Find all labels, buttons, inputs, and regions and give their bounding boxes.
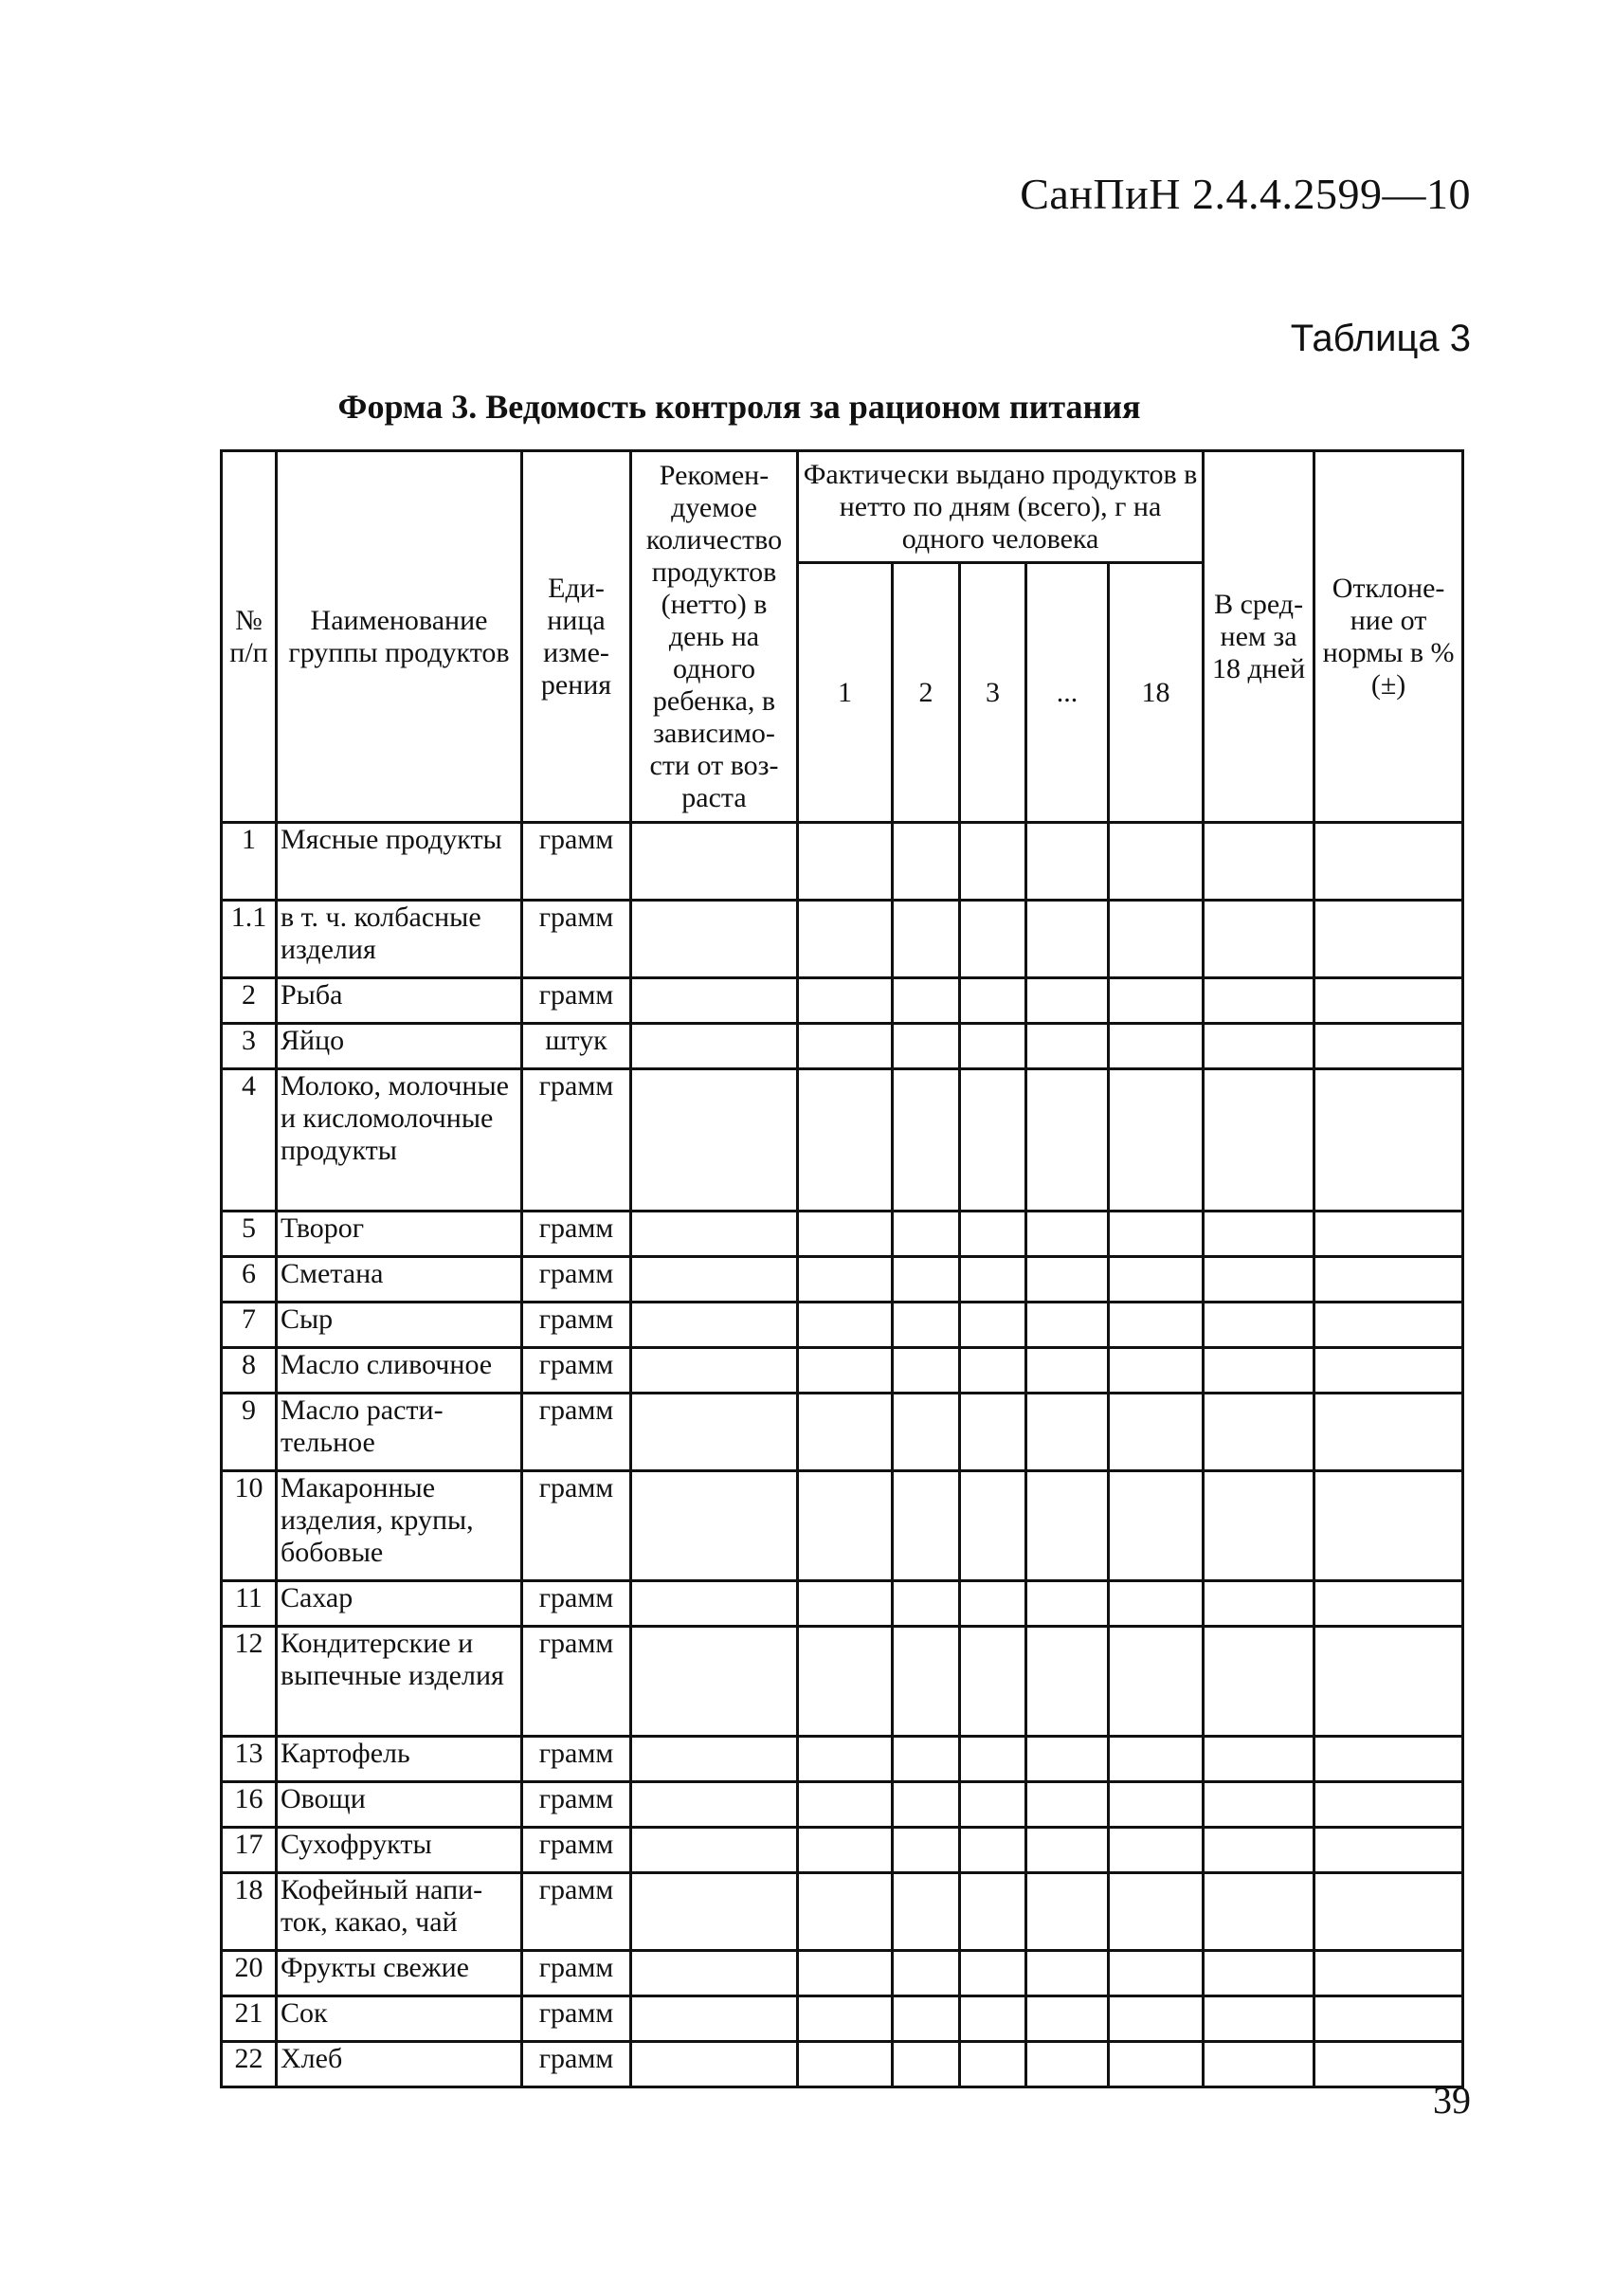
average-cell: [1204, 978, 1314, 1024]
row-number: 12: [222, 1627, 277, 1737]
average-cell: [1204, 1737, 1314, 1782]
deviation-cell: [1314, 823, 1463, 901]
table-row: [222, 1024, 1463, 1069]
table-row: [222, 1303, 1463, 1348]
day-1-cell: [798, 1951, 893, 1996]
recommended-cell: [631, 2042, 798, 2087]
average-cell: [1204, 1873, 1314, 1951]
document-code: СанПиН 2.4.4.2599—10: [1020, 170, 1471, 218]
unit-of-measure: грамм: [522, 1257, 631, 1303]
day-2-cell: [893, 1303, 960, 1348]
day-18-cell: [1109, 1348, 1204, 1394]
product-group-name: Масло сливочное: [277, 1348, 522, 1394]
day-1-cell: [798, 823, 893, 901]
deviation-cell: [1314, 1257, 1463, 1303]
unit-of-measure: грамм: [522, 1828, 631, 1873]
day-18-cell: [1109, 1471, 1204, 1581]
day-3-cell: [960, 1737, 1026, 1782]
recommended-cell: [631, 1257, 798, 1303]
deviation-cell: [1314, 1303, 1463, 1348]
day-ellipsis-cell: [1026, 1212, 1109, 1257]
day-2-cell: [893, 1024, 960, 1069]
day-3-cell: [960, 1951, 1026, 1996]
day-3-cell: [960, 1627, 1026, 1737]
day-2-cell: [893, 823, 960, 901]
day-1-cell: [798, 1996, 893, 2042]
day-2-cell: [893, 1471, 960, 1581]
row-number: 20: [222, 1951, 277, 1996]
day-3-cell: [960, 1394, 1026, 1471]
table-row: [222, 823, 1463, 901]
product-group-name: Картофель: [277, 1737, 522, 1782]
column-header-deviation: Отклоне-ние от нормы в % (±): [1314, 451, 1463, 823]
day-1-cell: [798, 1782, 893, 1828]
day-18-cell: [1109, 2042, 1204, 2087]
day-ellipsis-cell: [1026, 1951, 1109, 1996]
day-2-cell: [893, 1581, 960, 1627]
deviation-cell: [1314, 1212, 1463, 1257]
day-18-cell: [1109, 978, 1204, 1024]
deviation-cell: [1314, 1024, 1463, 1069]
column-header-recommended: Рекомен-дуемое количество продуктов (нетто) в день на одного ребенка, в зависимо-сти от воз-раста: [631, 451, 798, 823]
day-1-cell: [798, 1394, 893, 1471]
average-cell: [1204, 1951, 1314, 1996]
column-header-day-3: 3: [960, 563, 1026, 823]
table-row: [222, 1873, 1463, 1951]
day-ellipsis-cell: [1026, 1581, 1109, 1627]
table-row: [222, 1951, 1463, 1996]
row-number: 4: [222, 1069, 277, 1212]
average-cell: [1204, 1996, 1314, 2042]
day-1-cell: [798, 1257, 893, 1303]
unit-of-measure: грамм: [522, 1782, 631, 1828]
day-3-cell: [960, 1069, 1026, 1212]
recommended-cell: [631, 1873, 798, 1951]
table-row: [222, 1996, 1463, 2042]
day-ellipsis-cell: [1026, 1873, 1109, 1951]
product-group-name: Кондитерские и выпечные изделия: [277, 1627, 522, 1737]
unit-of-measure: грамм: [522, 1394, 631, 1471]
table-row: [222, 1627, 1463, 1737]
product-group-name: Сахар: [277, 1581, 522, 1627]
unit-of-measure: грамм: [522, 901, 631, 978]
product-group-name: Сок: [277, 1996, 522, 2042]
column-header-average: В сред-нем за 18 дней: [1204, 451, 1314, 823]
recommended-cell: [631, 1828, 798, 1873]
table-row: [222, 1069, 1463, 1212]
table-row: [222, 1348, 1463, 1394]
row-number: 21: [222, 1996, 277, 2042]
day-1-cell: [798, 1828, 893, 1873]
average-cell: [1204, 1782, 1314, 1828]
table-row: [222, 1581, 1463, 1627]
table-row: [222, 1828, 1463, 1873]
day-18-cell: [1109, 1951, 1204, 1996]
product-group-name: Хлеб: [277, 2042, 522, 2087]
day-2-cell: [893, 1348, 960, 1394]
day-3-cell: [960, 1257, 1026, 1303]
day-1-cell: [798, 1737, 893, 1782]
day-2-cell: [893, 1996, 960, 2042]
product-group-name: Сухофрукты: [277, 1828, 522, 1873]
product-group-name: Рыба: [277, 978, 522, 1024]
product-group-name: Молоко, молочные и кисломолочные продукты: [277, 1069, 522, 1212]
average-cell: [1204, 2042, 1314, 2087]
average-cell: [1204, 1069, 1314, 1212]
unit-of-measure: грамм: [522, 1996, 631, 2042]
row-number: 5: [222, 1212, 277, 1257]
table-row: [222, 2042, 1463, 2087]
unit-of-measure: грамм: [522, 978, 631, 1024]
day-ellipsis-cell: [1026, 1394, 1109, 1471]
product-group-name: Сыр: [277, 1303, 522, 1348]
row-number: 10: [222, 1471, 277, 1581]
unit-of-measure: грамм: [522, 1303, 631, 1348]
day-3-cell: [960, 1782, 1026, 1828]
average-cell: [1204, 901, 1314, 978]
unit-of-measure: грамм: [522, 823, 631, 901]
row-number: 17: [222, 1828, 277, 1873]
recommended-cell: [631, 1737, 798, 1782]
recommended-cell: [631, 1471, 798, 1581]
product-group-name: Яйцо: [277, 1024, 522, 1069]
recommended-cell: [631, 1024, 798, 1069]
day-18-cell: [1109, 1303, 1204, 1348]
day-1-cell: [798, 901, 893, 978]
unit-of-measure: грамм: [522, 1873, 631, 1951]
day-2-cell: [893, 1627, 960, 1737]
deviation-cell: [1314, 901, 1463, 978]
day-1-cell: [798, 978, 893, 1024]
day-2-cell: [893, 1873, 960, 1951]
day-1-cell: [798, 1069, 893, 1212]
product-group-name: Фрукты свежие: [277, 1951, 522, 1996]
table-row: [222, 1782, 1463, 1828]
unit-of-measure: грамм: [522, 1737, 631, 1782]
day-ellipsis-cell: [1026, 1348, 1109, 1394]
average-cell: [1204, 823, 1314, 901]
row-number: 11: [222, 1581, 277, 1627]
deviation-cell: [1314, 1581, 1463, 1627]
unit-of-measure: штук: [522, 1024, 631, 1069]
page-number: 39: [1433, 2079, 1471, 2122]
day-18-cell: [1109, 1737, 1204, 1782]
average-cell: [1204, 1024, 1314, 1069]
recommended-cell: [631, 1996, 798, 2042]
day-3-cell: [960, 1996, 1026, 2042]
column-header-day-2: 2: [893, 563, 960, 823]
column-header-unit: Еди-ница изме-рения: [522, 451, 631, 823]
recommended-cell: [631, 1782, 798, 1828]
day-ellipsis-cell: [1026, 1627, 1109, 1737]
deviation-cell: [1314, 1737, 1463, 1782]
day-ellipsis-cell: [1026, 901, 1109, 978]
recommended-cell: [631, 1348, 798, 1394]
day-3-cell: [960, 1873, 1026, 1951]
unit-of-measure: грамм: [522, 1471, 631, 1581]
day-ellipsis-cell: [1026, 1257, 1109, 1303]
day-3-cell: [960, 823, 1026, 901]
deviation-cell: [1314, 1627, 1463, 1737]
unit-of-measure: грамм: [522, 1581, 631, 1627]
day-ellipsis-cell: [1026, 1782, 1109, 1828]
day-ellipsis-cell: [1026, 2042, 1109, 2087]
unit-of-measure: грамм: [522, 1627, 631, 1737]
day-1-cell: [798, 1581, 893, 1627]
day-1-cell: [798, 1024, 893, 1069]
recommended-cell: [631, 1212, 798, 1257]
day-2-cell: [893, 1737, 960, 1782]
row-number: 8: [222, 1348, 277, 1394]
column-header-day-ellipsis: ...: [1026, 563, 1109, 823]
product-group-name: Масло расти-тельное: [277, 1394, 522, 1471]
day-18-cell: [1109, 1782, 1204, 1828]
column-header-day-1: 1: [798, 563, 893, 823]
day-ellipsis-cell: [1026, 1996, 1109, 2042]
day-2-cell: [893, 901, 960, 978]
day-3-cell: [960, 978, 1026, 1024]
day-18-cell: [1109, 1394, 1204, 1471]
day-18-cell: [1109, 1024, 1204, 1069]
day-18-cell: [1109, 1069, 1204, 1212]
day-1-cell: [798, 1348, 893, 1394]
row-number: 13: [222, 1737, 277, 1782]
day-3-cell: [960, 1581, 1026, 1627]
day-ellipsis-cell: [1026, 1069, 1109, 1212]
day-2-cell: [893, 1394, 960, 1471]
deviation-cell: [1314, 1873, 1463, 1951]
deviation-cell: [1314, 978, 1463, 1024]
deviation-cell: [1314, 1394, 1463, 1471]
product-group-name: Сметана: [277, 1257, 522, 1303]
unit-of-measure: грамм: [522, 1348, 631, 1394]
table-header: [222, 451, 1463, 823]
unit-of-measure: грамм: [522, 1212, 631, 1257]
table-row: [222, 1471, 1463, 1581]
day-3-cell: [960, 1828, 1026, 1873]
row-number: 6: [222, 1257, 277, 1303]
column-header-actual: Фактически выдано продуктов в нетто по дням (всего), г на одного человека: [798, 451, 1204, 563]
day-18-cell: [1109, 1212, 1204, 1257]
day-2-cell: [893, 1782, 960, 1828]
row-number: 1.1: [222, 901, 277, 978]
average-cell: [1204, 1394, 1314, 1471]
column-header-day-18: 18: [1109, 563, 1204, 823]
day-ellipsis-cell: [1026, 1303, 1109, 1348]
day-ellipsis-cell: [1026, 1024, 1109, 1069]
table-row: [222, 1737, 1463, 1782]
average-cell: [1204, 1257, 1314, 1303]
table-row: [222, 1212, 1463, 1257]
form-title: Форма 3. Ведомость контроля за рационом питания: [337, 388, 1141, 426]
row-number: 16: [222, 1782, 277, 1828]
row-number: 22: [222, 2042, 277, 2087]
table-row: [222, 901, 1463, 978]
table-row: [222, 978, 1463, 1024]
day-18-cell: [1109, 1257, 1204, 1303]
day-1-cell: [798, 1627, 893, 1737]
table-label: Таблица 3: [1290, 318, 1471, 359]
table-row: [222, 1394, 1463, 1471]
product-group-name: Макаронные изделия, крупы, бобовые: [277, 1471, 522, 1581]
row-number: 1: [222, 823, 277, 901]
day-ellipsis-cell: [1026, 978, 1109, 1024]
day-18-cell: [1109, 1828, 1204, 1873]
average-cell: [1204, 1348, 1314, 1394]
day-1-cell: [798, 2042, 893, 2087]
recommended-cell: [631, 823, 798, 901]
day-2-cell: [893, 1257, 960, 1303]
day-18-cell: [1109, 1996, 1204, 2042]
day-2-cell: [893, 2042, 960, 2087]
recommended-cell: [631, 901, 798, 978]
recommended-cell: [631, 1951, 798, 1996]
average-cell: [1204, 1581, 1314, 1627]
product-group-name: в т. ч. колбасные изделия: [277, 901, 522, 978]
average-cell: [1204, 1471, 1314, 1581]
day-ellipsis-cell: [1026, 1828, 1109, 1873]
recommended-cell: [631, 1581, 798, 1627]
day-ellipsis-cell: [1026, 1471, 1109, 1581]
day-18-cell: [1109, 901, 1204, 978]
ration-control-table: [220, 449, 1464, 2088]
day-3-cell: [960, 1303, 1026, 1348]
deviation-cell: [1314, 1348, 1463, 1394]
day-3-cell: [960, 1024, 1026, 1069]
unit-of-measure: грамм: [522, 2042, 631, 2087]
deviation-cell: [1314, 1069, 1463, 1212]
recommended-cell: [631, 1394, 798, 1471]
column-header-name: Наименование группы продуктов: [277, 451, 522, 823]
day-2-cell: [893, 1828, 960, 1873]
day-1-cell: [798, 1212, 893, 1257]
average-cell: [1204, 1212, 1314, 1257]
row-number: 2: [222, 978, 277, 1024]
product-group-name: Кофейный напи-ток, какао, чай: [277, 1873, 522, 1951]
recommended-cell: [631, 978, 798, 1024]
day-ellipsis-cell: [1026, 1737, 1109, 1782]
table-body: [222, 823, 1463, 2087]
day-18-cell: [1109, 1627, 1204, 1737]
day-18-cell: [1109, 1873, 1204, 1951]
row-number: 3: [222, 1024, 277, 1069]
row-number: 18: [222, 1873, 277, 1951]
day-2-cell: [893, 1212, 960, 1257]
day-18-cell: [1109, 823, 1204, 901]
day-ellipsis-cell: [1026, 823, 1109, 901]
deviation-cell: [1314, 1782, 1463, 1828]
day-1-cell: [798, 1873, 893, 1951]
unit-of-measure: грамм: [522, 1069, 631, 1212]
recommended-cell: [631, 1069, 798, 1212]
row-number: 9: [222, 1394, 277, 1471]
day-1-cell: [798, 1471, 893, 1581]
unit-of-measure: грамм: [522, 1951, 631, 1996]
product-group-name: Овощи: [277, 1782, 522, 1828]
deviation-cell: [1314, 1951, 1463, 1996]
product-group-name: Творог: [277, 1212, 522, 1257]
day-2-cell: [893, 1069, 960, 1212]
deviation-cell: [1314, 1996, 1463, 2042]
day-18-cell: [1109, 1581, 1204, 1627]
average-cell: [1204, 1828, 1314, 1873]
day-3-cell: [960, 2042, 1026, 2087]
day-1-cell: [798, 1303, 893, 1348]
recommended-cell: [631, 1627, 798, 1737]
day-2-cell: [893, 1951, 960, 1996]
deviation-cell: [1314, 1828, 1463, 1873]
average-cell: [1204, 1627, 1314, 1737]
average-cell: [1204, 1303, 1314, 1348]
column-header-num: № п/п: [222, 451, 277, 823]
day-2-cell: [893, 978, 960, 1024]
row-number: 7: [222, 1303, 277, 1348]
day-3-cell: [960, 1471, 1026, 1581]
day-3-cell: [960, 1348, 1026, 1394]
day-3-cell: [960, 1212, 1026, 1257]
table-row: [222, 1257, 1463, 1303]
product-group-name: Мясные продукты: [277, 823, 522, 901]
day-3-cell: [960, 901, 1026, 978]
deviation-cell: [1314, 1471, 1463, 1581]
recommended-cell: [631, 1303, 798, 1348]
